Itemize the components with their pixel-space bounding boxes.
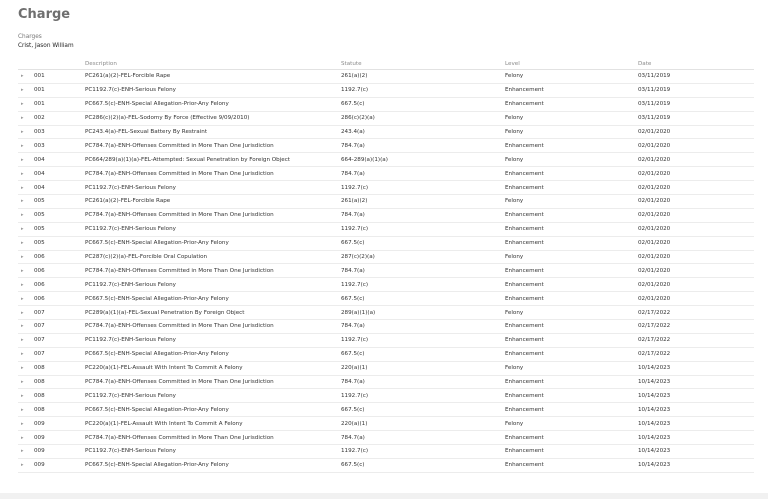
expander-cell[interactable]: [18, 306, 34, 320]
expander-cell[interactable]: [18, 167, 34, 181]
statute-cell: 1192.7(c): [341, 445, 505, 459]
statute-cell: 220(a)(1): [341, 361, 505, 375]
caret-right-icon[interactable]: ▸: [21, 129, 24, 135]
level-cell: Enhancement: [505, 97, 638, 111]
statute-cell: 667.5(c): [341, 292, 505, 306]
date-cell: 02/17/2022: [638, 333, 754, 347]
level-cell: Enhancement: [505, 375, 638, 389]
charge-number-cell: 004: [34, 167, 85, 181]
expander-cell[interactable]: [18, 97, 34, 111]
table-row[interactable]: [18, 208, 754, 222]
level-cell: Felony: [505, 306, 638, 320]
table-row[interactable]: [18, 403, 754, 417]
expander-cell[interactable]: [18, 139, 34, 153]
description-cell: PC667.5(c)-ENH-Special Allegation-Prior-Any Felony: [85, 458, 341, 472]
statute-cell: 1192.7(c): [341, 389, 505, 403]
level-cell: Felony: [505, 250, 638, 264]
table-row[interactable]: [18, 153, 754, 167]
expander-cell[interactable]: [18, 445, 34, 459]
statute-cell: 784.7(a): [341, 320, 505, 334]
date-cell: 10/14/2023: [638, 375, 754, 389]
expander-cell[interactable]: [18, 431, 34, 445]
page-title: Charge: [18, 7, 71, 22]
statute-cell: 1192.7(c): [341, 222, 505, 236]
caret-right-icon[interactable]: ▸: [21, 156, 24, 163]
statute-cell: 784.7(a): [341, 375, 505, 389]
charge-number-cell: 005: [34, 195, 85, 209]
charge-number-cell: 009: [34, 445, 85, 459]
charge-number-cell: 004: [34, 153, 85, 167]
description-cell: PC667.5(c)-ENH-Special Allegation-Prior-Any Felony: [85, 97, 341, 111]
table-row[interactable]: [18, 361, 754, 375]
charge-number-cell: 006: [34, 264, 85, 278]
charge-number-cell: 005: [34, 222, 85, 236]
expander-cell[interactable]: [18, 111, 34, 125]
bottom-scrollbar-track: [0, 493, 768, 499]
statute-cell: 1192.7(c): [341, 333, 505, 347]
expander-cell[interactable]: [18, 195, 34, 209]
level-cell: Felony: [505, 111, 638, 125]
caret-right-icon[interactable]: ▸: [21, 240, 24, 247]
date-cell: 02/17/2022: [638, 306, 754, 320]
table-row[interactable]: [18, 292, 754, 306]
date-cell: 02/01/2020: [638, 167, 754, 181]
level-cell: Felony: [505, 153, 638, 167]
expander-cell[interactable]: [18, 250, 34, 264]
description-cell: PC664/289(a)(1)(a)-FEL-Attempted: Sexual Penetration by Foreign Object: [85, 153, 341, 167]
table-row[interactable]: [18, 306, 754, 320]
table-row[interactable]: [18, 236, 754, 250]
date-cell: 02/01/2020: [638, 208, 754, 222]
expander-cell[interactable]: [18, 375, 34, 389]
table-row[interactable]: [18, 445, 754, 459]
statute-cell: 784.7(a): [341, 139, 505, 153]
table-row[interactable]: [18, 278, 754, 292]
header-level[interactable]: Level: [505, 58, 638, 70]
description-cell: PC784.7(a)-ENH-Offenses Committed in More Than One Jurisdiction: [85, 375, 341, 389]
statute-cell: 667.5(c): [341, 97, 505, 111]
description-cell: PC784.7(a)-ENH-Offenses Committed in More Than One Jurisdiction: [85, 139, 341, 153]
charge-number-cell: 005: [34, 208, 85, 222]
statute-cell: 667.5(c): [341, 347, 505, 361]
header-description[interactable]: Description: [85, 58, 341, 70]
table-row[interactable]: [18, 167, 754, 181]
table-row[interactable]: [18, 389, 754, 403]
description-cell: PC261(a)(2)-FEL-Forcible Rape: [85, 195, 341, 209]
caret-right-icon[interactable]: ▸: [21, 184, 24, 191]
expander-cell[interactable]: [18, 222, 34, 236]
description-cell: PC286(c)(2)(a)-FEL-Sodomy By Force (Effective 9/09/2010): [85, 111, 341, 125]
caret-right-icon[interactable]: ▸: [21, 170, 24, 177]
table-row[interactable]: [18, 320, 754, 334]
table-row[interactable]: [18, 97, 754, 111]
date-cell: 10/14/2023: [638, 361, 754, 375]
statute-cell: 667.5(c): [341, 236, 505, 250]
date-cell: 02/01/2020: [638, 153, 754, 167]
description-cell: PC1192.7(c)-ENH-Serious Felony: [85, 83, 341, 97]
date-cell: 10/14/2023: [638, 403, 754, 417]
charge-number-cell: 008: [34, 403, 85, 417]
date-cell: 02/01/2020: [638, 278, 754, 292]
statute-cell: 261(a)(2): [341, 70, 505, 84]
description-cell: PC261(a)(2)-FEL-Forcible Rape: [85, 70, 341, 84]
statute-cell: 667.5(c): [341, 403, 505, 417]
table-row[interactable]: [18, 347, 754, 361]
description-cell: PC287(c)(2)(a)-FEL-Forcible Oral Copulation: [85, 250, 341, 264]
statute-cell: 784.7(a): [341, 167, 505, 181]
date-cell: 10/14/2023: [638, 458, 754, 472]
level-cell: Enhancement: [505, 347, 638, 361]
charge-number-cell: 005: [34, 236, 85, 250]
date-cell: 10/14/2023: [638, 417, 754, 431]
date-cell: 03/11/2019: [638, 83, 754, 97]
caret-right-icon[interactable]: ▸: [21, 198, 24, 205]
table-row[interactable]: [18, 83, 754, 97]
date-cell: 02/01/2020: [638, 125, 754, 139]
level-cell: Felony: [505, 70, 638, 84]
caret-right-icon[interactable]: ▸: [21, 115, 24, 122]
charge-number-cell: 001: [34, 70, 85, 84]
table-row[interactable]: [18, 417, 754, 431]
caret-right-icon[interactable]: ▸: [21, 309, 24, 316]
header-date[interactable]: Date: [638, 58, 754, 70]
table-row[interactable]: [18, 458, 754, 472]
caret-right-icon[interactable]: ▸: [21, 462, 24, 469]
level-cell: Enhancement: [505, 208, 638, 222]
caret-right-icon[interactable]: ▸: [21, 337, 24, 344]
expander-cell[interactable]: [18, 125, 34, 139]
level-cell: Enhancement: [505, 320, 638, 334]
level-cell: Enhancement: [505, 333, 638, 347]
caret-right-icon[interactable]: ▸: [21, 101, 24, 108]
level-cell: Enhancement: [505, 431, 638, 445]
expander-cell[interactable]: [18, 361, 34, 375]
level-cell: Enhancement: [505, 403, 638, 417]
level-cell: Enhancement: [505, 167, 638, 181]
charge-number-cell: 007: [34, 333, 85, 347]
level-cell: Enhancement: [505, 458, 638, 472]
charge-number-cell: 001: [34, 97, 85, 111]
date-cell: 02/01/2020: [638, 181, 754, 195]
expander-cell[interactable]: [18, 292, 34, 306]
description-cell: PC243.4(a)-FEL-Sexual Battery By Restraint: [85, 125, 341, 139]
expander-cell[interactable]: [18, 417, 34, 431]
charge-number-cell: 008: [34, 361, 85, 375]
expander-cell[interactable]: [18, 236, 34, 250]
charge-number-cell: 008: [34, 375, 85, 389]
header-number: [34, 58, 85, 70]
description-cell: PC784.7(a)-ENH-Offenses Committed in More Than One Jurisdiction: [85, 431, 341, 445]
charge-number-cell: 006: [34, 292, 85, 306]
expander-cell[interactable]: [18, 153, 34, 167]
charges-table: [18, 58, 754, 473]
date-cell: 02/01/2020: [638, 139, 754, 153]
statute-cell: 784.7(a): [341, 264, 505, 278]
date-cell: 02/17/2022: [638, 347, 754, 361]
date-cell: 02/01/2020: [638, 222, 754, 236]
section-label: Charges: [18, 34, 42, 40]
caret-right-icon[interactable]: ▸: [21, 226, 24, 233]
level-cell: Enhancement: [505, 292, 638, 306]
charge-number-cell: 003: [34, 125, 85, 139]
charges-table-body: [18, 70, 754, 473]
statute-cell: 261(a)(2): [341, 195, 505, 209]
statute-cell: 1192.7(c): [341, 181, 505, 195]
caret-right-icon[interactable]: ▸: [21, 73, 24, 80]
person-name: Crist, Jason William: [18, 43, 74, 49]
level-cell: Enhancement: [505, 139, 638, 153]
description-cell: PC1192.7(c)-ENH-Serious Felony: [85, 333, 341, 347]
level-cell: Enhancement: [505, 278, 638, 292]
description-cell: PC784.7(a)-ENH-Offenses Committed in More Than One Jurisdiction: [85, 208, 341, 222]
date-cell: 03/11/2019: [638, 97, 754, 111]
charge-number-cell: 003: [34, 139, 85, 153]
statute-cell: 243.4(a): [341, 125, 505, 139]
level-cell: Enhancement: [505, 236, 638, 250]
charge-number-cell: 001: [34, 83, 85, 97]
description-cell: PC1192.7(c)-ENH-Serious Felony: [85, 222, 341, 236]
description-cell: PC1192.7(c)-ENH-Serious Felony: [85, 278, 341, 292]
table-row[interactable]: [18, 375, 754, 389]
date-cell: 02/01/2020: [638, 292, 754, 306]
level-cell: Felony: [505, 125, 638, 139]
table-row[interactable]: [18, 181, 754, 195]
caret-right-icon[interactable]: ▸: [21, 351, 24, 358]
caret-right-icon[interactable]: ▸: [21, 295, 24, 302]
charge-number-cell: 007: [34, 347, 85, 361]
table-row[interactable]: [18, 250, 754, 264]
caret-right-icon[interactable]: ▸: [21, 406, 24, 413]
description-cell: PC667.5(c)-ENH-Special Allegation-Prior-Any Felony: [85, 292, 341, 306]
table-row[interactable]: [18, 333, 754, 347]
level-cell: Enhancement: [505, 389, 638, 403]
expander-cell[interactable]: [18, 333, 34, 347]
charge-number-cell: 002: [34, 111, 85, 125]
date-cell: 10/14/2023: [638, 445, 754, 459]
description-cell: PC1192.7(c)-ENH-Serious Felony: [85, 445, 341, 459]
description-cell: PC289(a)(1)(a)-FEL-Sexual Penetration By Foreign Object: [85, 306, 341, 320]
statute-cell: 220(a)(1): [341, 417, 505, 431]
charge-number-cell: 006: [34, 278, 85, 292]
statute-cell: 664-289(a)(1)(a): [341, 153, 505, 167]
table-row[interactable]: [18, 125, 754, 139]
date-cell: 03/11/2019: [638, 111, 754, 125]
date-cell: 10/14/2023: [638, 389, 754, 403]
description-cell: PC220(a)(1)-FEL-Assault With Intent To Commit A Felony: [85, 361, 341, 375]
caret-right-icon[interactable]: ▸: [21, 365, 24, 372]
date-cell: 02/01/2020: [638, 264, 754, 278]
expander-cell[interactable]: [18, 389, 34, 403]
level-cell: Enhancement: [505, 83, 638, 97]
expander-cell[interactable]: [18, 403, 34, 417]
expander-cell[interactable]: [18, 347, 34, 361]
expander-cell[interactable]: [18, 278, 34, 292]
expander-cell[interactable]: [18, 83, 34, 97]
caret-right-icon[interactable]: ▸: [21, 281, 24, 288]
table-row[interactable]: [18, 195, 754, 209]
charge-number-cell: 008: [34, 389, 85, 403]
level-cell: Enhancement: [505, 181, 638, 195]
level-cell: Enhancement: [505, 445, 638, 459]
statute-cell: 1192.7(c): [341, 83, 505, 97]
date-cell: 02/01/2020: [638, 250, 754, 264]
table-row[interactable]: [18, 264, 754, 278]
caret-right-icon[interactable]: ▸: [21, 420, 24, 427]
charge-number-cell: 009: [34, 431, 85, 445]
date-cell: 02/01/2020: [638, 195, 754, 209]
expander-cell[interactable]: [18, 208, 34, 222]
header-expander: [18, 58, 34, 70]
caret-right-icon[interactable]: ▸: [21, 267, 24, 274]
description-cell: PC784.7(a)-ENH-Offenses Committed in More Than One Jurisdiction: [85, 320, 341, 334]
caret-right-icon[interactable]: ▸: [21, 392, 24, 399]
statute-cell: 784.7(a): [341, 208, 505, 222]
description-cell: PC220(a)(1)-FEL-Assault With Intent To Commit A Felony: [85, 417, 341, 431]
date-cell: 03/11/2019: [638, 70, 754, 84]
statute-cell: 287(c)(2)(a): [341, 250, 505, 264]
header-row: [18, 58, 754, 70]
statute-cell: 286(c)(2)(a): [341, 111, 505, 125]
description-cell: PC667.5(c)-ENH-Special Allegation-Prior-Any Felony: [85, 347, 341, 361]
description-cell: PC667.5(c)-ENH-Special Allegation-Prior-Any Felony: [85, 403, 341, 417]
caret-right-icon[interactable]: ▸: [21, 212, 24, 219]
level-cell: Felony: [505, 361, 638, 375]
charge-number-cell: 007: [34, 320, 85, 334]
table-row[interactable]: [18, 431, 754, 445]
description-cell: PC784.7(a)-ENH-Offenses Committed in More Than One Jurisdiction: [85, 264, 341, 278]
table-row[interactable]: [18, 111, 754, 125]
caret-right-icon[interactable]: ▸: [21, 379, 24, 386]
charge-number-cell: 006: [34, 250, 85, 264]
charge-number-cell: 009: [34, 458, 85, 472]
charge-number-cell: 009: [34, 417, 85, 431]
expander-cell[interactable]: [18, 458, 34, 472]
charge-number-cell: 007: [34, 306, 85, 320]
caret-right-icon[interactable]: ▸: [21, 87, 24, 94]
statute-cell: 1192.7(c): [341, 278, 505, 292]
description-cell: PC784.7(a)-ENH-Offenses Committed in More Than One Jurisdiction: [85, 167, 341, 181]
header-statute[interactable]: Statute: [341, 58, 505, 70]
charges-table-header: [18, 58, 754, 70]
level-cell: Felony: [505, 417, 638, 431]
table-row[interactable]: [18, 70, 754, 84]
expander-cell[interactable]: [18, 70, 34, 84]
caret-right-icon[interactable]: ▸: [21, 448, 24, 455]
caret-right-icon[interactable]: ▸: [21, 254, 24, 261]
date-cell: 10/14/2023: [638, 431, 754, 445]
level-cell: Enhancement: [505, 264, 638, 278]
description-cell: PC1192.7(c)-ENH-Serious Felony: [85, 181, 341, 195]
date-cell: 02/17/2022: [638, 320, 754, 334]
table-row[interactable]: [18, 222, 754, 236]
charge-number-cell: 004: [34, 181, 85, 195]
caret-right-icon[interactable]: ▸: [21, 434, 24, 441]
expander-cell[interactable]: [18, 264, 34, 278]
description-cell: PC667.5(c)-ENH-Special Allegation-Prior-Any Felony: [85, 236, 341, 250]
level-cell: Enhancement: [505, 222, 638, 236]
statute-cell: 289(a)(1)(a): [341, 306, 505, 320]
level-cell: Felony: [505, 195, 638, 209]
statute-cell: 784.7(a): [341, 431, 505, 445]
description-cell: PC1192.7(c)-ENH-Serious Felony: [85, 389, 341, 403]
statute-cell: 667.5(c): [341, 458, 505, 472]
date-cell: 02/01/2020: [638, 236, 754, 250]
caret-right-icon[interactable]: ▸: [21, 323, 24, 330]
expander-cell[interactable]: [18, 320, 34, 334]
caret-right-icon[interactable]: ▸: [21, 142, 24, 149]
expander-cell[interactable]: [18, 181, 34, 195]
table-row[interactable]: [18, 139, 754, 153]
